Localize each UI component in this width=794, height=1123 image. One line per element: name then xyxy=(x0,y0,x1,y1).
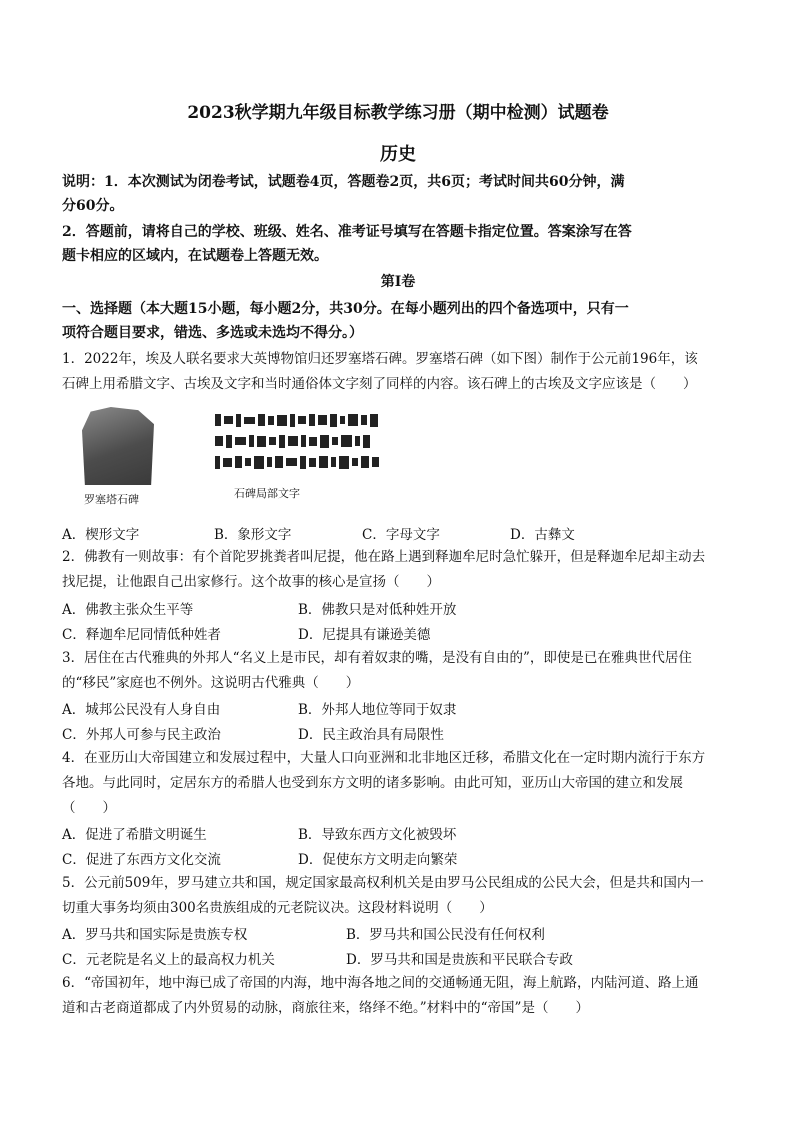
question-line: 6．“帝国初年，地中海已成了帝国的内海，地中海各地之间的交通畅通无阻，海上航路，内陆河道、路上通 xyxy=(62,975,699,991)
question-line: 切重大事务均须由300名贵族组成的元老院议决。这段材料说明（ ） xyxy=(62,900,493,916)
option[interactable]: C．释迦牟尼同情低种姓者 xyxy=(62,627,221,643)
question-line: （ ） xyxy=(62,800,116,816)
option[interactable]: D．罗马共和国是贵族和平民联合专政 xyxy=(346,952,573,968)
question-1 xyxy=(62,347,734,397)
page-title: 2023秋学期九年级目标教学练习册（期中检测）试题卷 xyxy=(187,103,609,123)
option[interactable]: B．罗马共和国公民没有任何权利 xyxy=(346,927,545,943)
question-line: 道和古老商道都成了内外贸易的动脉，商旅往来，络绎不绝。”材料中的“帝国”是（ ） xyxy=(62,1000,589,1016)
question-2 xyxy=(62,545,734,595)
question-3 xyxy=(62,646,734,696)
option[interactable]: D．尼提具有谦逊美德 xyxy=(298,627,431,643)
figure-caption: 石碑局部文字 xyxy=(234,487,300,500)
volume-heading: 第Ⅰ卷 xyxy=(380,274,416,290)
question-line: 5．公元前509年，罗马建立共和国，规定国家最高权利机关是由罗马公民组成的公民大会，但是共和国内一 xyxy=(62,875,704,891)
question-4 xyxy=(62,746,734,821)
option[interactable]: D．古彝文 xyxy=(510,527,575,543)
option[interactable]: B．导致东西方文化被毁坏 xyxy=(298,827,457,843)
instruction-line: 说明：1．本次测试为闭卷考试，试题卷4页，答题卷2页，共6页；考试时间共60分钟，满 xyxy=(62,174,625,190)
option[interactable]: B．外邦人地位等同于奴隶 xyxy=(298,702,457,718)
instruction-line: 2．答题前，请将自己的学校、班级、姓名、准考证号填写在答题卡指定位置。答案涂写在答 xyxy=(62,224,632,240)
option[interactable]: C．字母文字 xyxy=(362,527,440,543)
option[interactable]: A．城邦公民没有人身自由 xyxy=(62,702,221,718)
subject-heading: 历史 xyxy=(380,144,416,165)
rosetta-figure xyxy=(82,407,382,507)
figure-caption: 罗塞塔石碑 xyxy=(84,493,139,506)
option[interactable]: A．楔形文字 xyxy=(62,527,140,543)
question-5 xyxy=(62,871,734,921)
part-heading: 一、选择题（本大题15小题，每小题2分，共30分。在每小题列出的四个备选项中，只有一 xyxy=(62,301,629,317)
question-line: 1．2022年，埃及人联名要求大英博物馆归还罗塞塔石碑。罗塞塔石碑（如下图）制作于公元前196年，该 xyxy=(62,351,698,367)
rosetta-stone-image xyxy=(82,407,154,485)
hieroglyph-text-image xyxy=(215,412,393,484)
question-line: 4．在亚历山大帝国建立和发展过程中，大量人口向亚洲和北非地区迁移，希腊文化在一定时期内流行于东方 xyxy=(62,750,706,766)
question-line: 3．居住在古代雅典的外邦人“名义上是市民，却有着奴隶的嘴，是没有自由的”，即使是已在雅典世代居住 xyxy=(62,650,692,666)
option[interactable]: B．象形文字 xyxy=(214,527,292,543)
option[interactable]: C．外邦人可参与民主政治 xyxy=(62,727,221,743)
question-6 xyxy=(62,971,734,1021)
instruction-line: 题卡相应的区域内，在试题卷上答题无效。 xyxy=(62,248,328,264)
option[interactable]: C．元老院是名义上的最高权力机关 xyxy=(62,952,275,968)
option[interactable]: D．民主政治具有局限性 xyxy=(298,727,444,743)
option[interactable]: A．罗马共和国实际是贵族专权 xyxy=(62,927,248,943)
question-line: 的“移民”家庭也不例外。这说明古代雅典（ ） xyxy=(62,675,360,691)
part-heading: 项符合题目要求，错选、多选或未选均不得分。） xyxy=(62,325,363,341)
question-line: 2．佛教有一则故事：有个首陀罗挑粪者叫尼提，他在路上遇到释迦牟尼时急忙躲开，但是释迦牟尼却主动去 xyxy=(62,549,706,565)
question-line: 石碑上用希腊文字、古埃及文字和当时通俗体文字刻了同样的内容。该石碑上的古埃及文字应该是（ ） xyxy=(62,376,697,392)
option[interactable]: C．促进了东西方文化交流 xyxy=(62,852,221,868)
question-line: 各地。与此同时，定居东方的希腊人也受到东方文明的诸多影响。由此可知，亚历山大帝国的建立和发展 xyxy=(62,775,683,791)
option[interactable]: B．佛教只是对低种姓开放 xyxy=(298,602,457,618)
question-line: 找尼提，让他跟自己出家修行。这个故事的核心是宣扬（ ） xyxy=(62,574,440,590)
instruction-line: 分60分。 xyxy=(62,198,124,214)
option[interactable]: A．佛教主张众生平等 xyxy=(62,602,194,618)
option[interactable]: D．促使东方文明走向繁荣 xyxy=(298,852,458,868)
option[interactable]: A．促进了希腊文明诞生 xyxy=(62,827,207,843)
